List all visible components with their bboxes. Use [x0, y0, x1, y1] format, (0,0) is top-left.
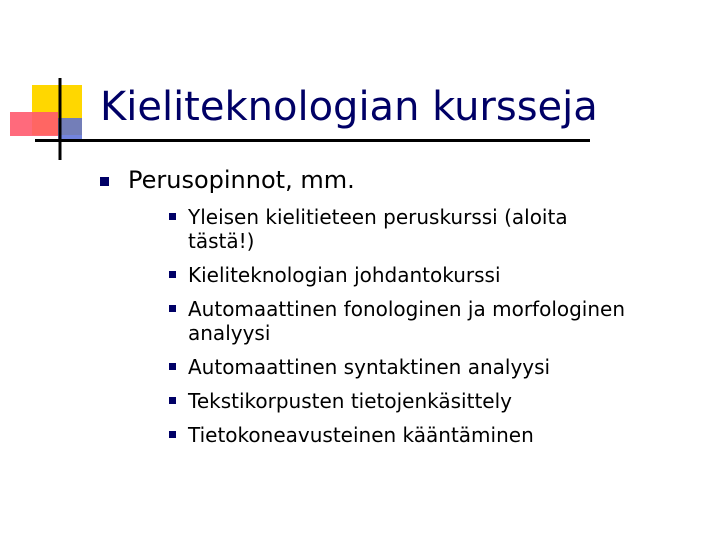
square-bullet-icon — [169, 271, 176, 278]
sublist-item-label: Tietokoneavusteinen kääntäminen — [188, 423, 534, 447]
sublist-item-label: Automaattinen fonologinen ja morfologinen analyysi — [188, 297, 626, 345]
slide-body — [100, 165, 680, 457]
sublist-item-label: Automaattinen syntaktinen analyysi — [188, 355, 551, 379]
sublist-item — [162, 355, 632, 379]
sublist-item — [162, 389, 632, 413]
logo-red-square — [10, 112, 58, 136]
square-bullet-icon — [169, 213, 176, 220]
square-bullet-icon — [169, 397, 176, 404]
color-squares-logo — [0, 0, 100, 170]
sublist-item — [162, 297, 632, 345]
list-item-perusopinnot — [100, 165, 680, 447]
sublist-item — [162, 423, 632, 447]
list-item-label: Perusopinnot, mm. — [128, 166, 355, 194]
sublist — [162, 205, 632, 447]
square-bullet-icon — [169, 305, 176, 312]
sublist-item-label: Kieliteknologian johdantokurssi — [188, 263, 501, 287]
square-bullet-icon — [100, 177, 109, 186]
sublist-item-label: Tekstikorpusten tietojenkäsittely — [188, 389, 512, 413]
slide-title: Kieliteknologian kursseja — [100, 84, 598, 130]
square-bullet-icon — [169, 431, 176, 438]
title-underline — [35, 139, 590, 142]
square-bullet-icon — [169, 363, 176, 370]
sublist-item — [162, 263, 632, 287]
logo-blue-square — [58, 118, 82, 140]
sublist-item-label: Yleisen kielitieteen peruskurssi (aloita tästä!) — [188, 205, 568, 253]
sublist-item — [162, 205, 632, 253]
